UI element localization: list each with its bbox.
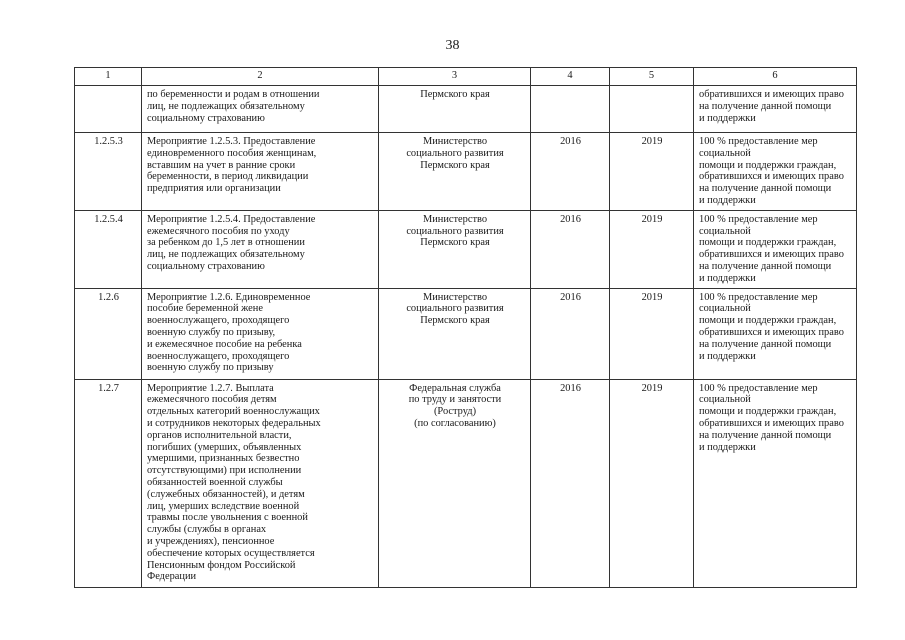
row-start-year: 2016 <box>531 288 610 379</box>
row-code <box>75 86 142 133</box>
row-code: 1.2.6 <box>75 288 142 379</box>
row-start-year <box>531 86 610 133</box>
table-row <box>75 210 857 288</box>
row-end-year: 2019 <box>610 133 694 211</box>
page-number: 38 <box>445 38 460 53</box>
column-header-1: 1 <box>75 68 142 86</box>
row-start-year: 2016 <box>531 133 610 211</box>
row-start-year: 2016 <box>531 379 610 587</box>
row-event: Мероприятие 1.2.6. Единовременное пособие беременной жене военнослужащего, проходящего военную службу по призыву, и ежемесячное пособие на ребенка военнослужащего, проходящего военную службу по призыву <box>142 288 379 379</box>
row-executor: Министерство социального развития Пермского края <box>379 133 531 211</box>
row-result: 100 % предоставление мер социальной помощи и поддержки граждан, обратившихся и имеющих право на получение данной помощи и поддержки <box>694 288 857 379</box>
row-executor: Федеральная служба по труду и занятости (Роструд) (по согласованию) <box>379 379 531 587</box>
row-end-year: 2019 <box>610 210 694 288</box>
row-end-year: 2019 <box>610 288 694 379</box>
row-result: 100 % предоставление мер социальной помощи и поддержки граждан, обратившихся и имеющих право на получение данной помощи и поддержки <box>694 133 857 211</box>
table-row <box>75 86 857 133</box>
column-header-2: 2 <box>142 68 379 86</box>
row-event: Мероприятие 1.2.5.3. Предоставление единовременного пособия женщинам, вставшим на учет в ранние сроки беременности, в период ликвидации предприятия или организации <box>142 133 379 211</box>
column-header-4: 4 <box>531 68 610 86</box>
row-code: 1.2.5.3 <box>75 133 142 211</box>
row-event: Мероприятие 1.2.7. Выплата ежемесячного пособия детям отдельных категорий военнослужащих и сотрудников некоторых федеральных органов исполнительной власти, погибших (умерших, объявленных умершими, признанных безвестно отсутствующими) при исполнении обязанностей военной службы (служебных обязанностей), и детям лиц, умерших вследствие военной травмы после увольнения с военной службы (службы в органах и учреждениях), пенсионное обеспечение которых осуществляется Пенсионным фондом Российской Федерации <box>142 379 379 587</box>
table-row <box>75 133 857 211</box>
row-end-year <box>610 86 694 133</box>
row-code: 1.2.5.4 <box>75 210 142 288</box>
row-result: обратившихся и имеющих право на получение данной помощи и поддержки <box>694 86 857 133</box>
row-result: 100 % предоставление мер социальной помощи и поддержки граждан, обратившихся и имеющих право на получение данной помощи и поддержки <box>694 210 857 288</box>
column-header-6: 6 <box>694 68 857 86</box>
column-header-5: 5 <box>610 68 694 86</box>
row-event: по беременности и родам в отношении лиц, не подлежащих обязательному социальному страхованию <box>142 86 379 133</box>
row-executor: Пермского края <box>379 86 531 133</box>
row-executor: Министерство социального развития Пермского края <box>379 210 531 288</box>
row-event: Мероприятие 1.2.5.4. Предоставление ежемесячного пособия по уходу за ребенком до 1,5 лет в отношении лиц, не подлежащих обязательному социальному страхованию <box>142 210 379 288</box>
row-start-year: 2016 <box>531 210 610 288</box>
program-table <box>74 67 857 588</box>
row-end-year: 2019 <box>610 379 694 587</box>
row-result: 100 % предоставление мер социальной помощи и поддержки граждан, обратившихся и имеющих право на получение данной помощи и поддержки <box>694 379 857 587</box>
table-row <box>75 379 857 587</box>
column-header-3: 3 <box>379 68 531 86</box>
table-header-row <box>75 68 857 86</box>
row-code: 1.2.7 <box>75 379 142 587</box>
table-row <box>75 288 857 379</box>
row-executor: Министерство социального развития Пермского края <box>379 288 531 379</box>
